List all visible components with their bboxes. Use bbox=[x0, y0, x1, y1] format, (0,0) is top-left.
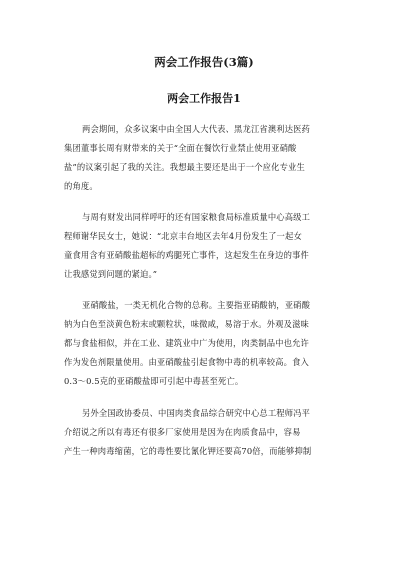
paragraph-line: 亚硝酸盐，一类无机化合物的总称。主要指亚硝酸钠，亚硝酸 bbox=[82, 300, 311, 310]
paragraph-line: 集团董事长周有财带来的关于“全面在餐饮行业禁止使用亚硝酸 bbox=[64, 143, 297, 153]
paragraph-4 bbox=[64, 404, 346, 461]
document-title: 两会工作报告(3篇) bbox=[154, 55, 254, 69]
paragraph-line: 让我感觉到问题的紧迫。” bbox=[64, 269, 158, 279]
paragraph-line: 另外全国政协委员、中国肉类食品综合研究中心总工程师冯平 bbox=[82, 408, 311, 418]
paragraph-line: 两会期间，众多议案中由全国人大代表、黑龙江省澳利达医药 bbox=[82, 124, 311, 134]
paragraph-line: 童食用含有亚硝酸盐超标的鸡腿死亡事件，这起发生在身边的事件 bbox=[64, 250, 309, 260]
paragraph-line: 的角度。 bbox=[64, 181, 98, 191]
section-title: 两会工作报告1 bbox=[167, 92, 241, 105]
paragraph-line: 0.3～0.5克的亚硝酸盐即可引起中毒甚至死亡。 bbox=[64, 376, 244, 386]
paragraph-line: 产生一种肉毒缩菌，它的毒性要比氰化钾还要高70倍，而能够抑制 bbox=[64, 446, 312, 456]
paragraph-line: 介绍说之所以有毒还有很多厂家使用是因为在肉质食品中，容易 bbox=[64, 427, 301, 437]
paragraph-line: 程师谢华民女士，她说：“北京丰台地区去年4月份发生了一起女 bbox=[64, 231, 302, 241]
paragraph-2 bbox=[64, 208, 346, 284]
paragraph-1 bbox=[64, 120, 346, 196]
paragraph-line: 与周有财发出同样呼吁的还有国家粮食局标准质量中心高级工 bbox=[82, 212, 311, 222]
paragraph-line: 钠为白色至淡黄色粉末或颗粒状，味微咸，易溶于水。外观及滋味 bbox=[64, 319, 309, 329]
paragraph-line: 作为发色剂限量使用。由亚硝酸盐引起食物中毒的机率较高。食入 bbox=[64, 357, 309, 367]
paragraph-3 bbox=[64, 296, 346, 391]
paragraph-line: 盐”的议案引起了我的关注。我想最主要还是出于一个应化专业生 bbox=[64, 162, 305, 172]
paragraph-line: 都与食盐相似，并在工业、建筑业中广为使用，肉类制品中也允许 bbox=[64, 338, 309, 348]
